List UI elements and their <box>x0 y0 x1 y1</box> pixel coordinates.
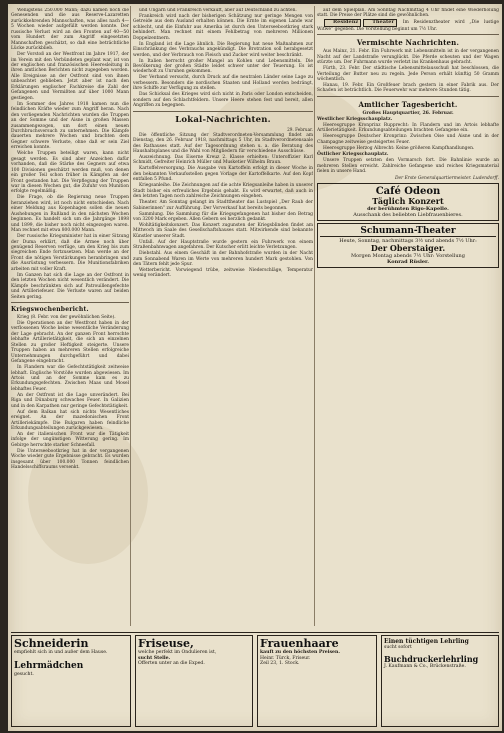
article-paragraph: Der russische Kriegsminister hat in einer Sitzung der Duma erklärt, daß die Armee noch über genügend Reserven verfüge, um den Krieg bis zum siegreichen Ende fortzusetzen. Man werde an der Front die nötigen Verstärkungen heranbringen und die Ausrüstung verbessern. Die Munitionsfabriken arbeiten mit voller Kraft. <box>11 234 129 272</box>
column-1 <box>11 8 129 630</box>
section-heading-kriegswochenbericht: Kriegswochenbericht. <box>11 306 89 314</box>
section-heading-lokal-nachrichten: Lokal-Nachrichten. <box>175 114 271 125</box>
ad-title: Einen tüchtigen Lehrling <box>384 638 469 645</box>
ad-text: J. Kaufmann & Co., Brückenstraße. <box>384 663 466 669</box>
article-paragraph: In Italien herrscht großer Mangel an Kohlen und Lebensmitteln. Die Bevölkerung der großen Städte leidet schwer unter der Teuerung. Es ist wiederholt zu Unruhen gekommen. <box>133 58 313 75</box>
article-paragraph: Theater. Am Sonntag gelangt im Stadttheater das Lustspiel „Der Raub der Sabinerinnen“ zur Aufführung. Der Vorverkauf hat bereits begonnen. <box>133 200 313 211</box>
ad-text: empfiehlt sich in und außer dem Hause. <box>14 650 108 655</box>
classified-ads-row <box>11 632 499 729</box>
ad-title: Schneiderin <box>14 637 89 650</box>
schumann-ad-line: Morgen Montag abends 7½ Uhr: Vorstellung <box>351 252 465 259</box>
ad-text: Zeil 23, 1. Stock. <box>260 661 300 667</box>
article-paragraph: Auf dem Balkan hat sich nichts Wesentliches ereignet. An der mazedonischen Front Artilleriekämpfe. Die Bulgaren haben feindliche Erkundungsabteilungen zurückgewiesen. <box>11 409 129 432</box>
article-paragraph: Der Verband versucht, durch Druck auf die neutralen Länder seine Lage zu verbessern. Besonders die nordischen Staaten und Holland werden bedrängt, ihre Schiffe zur Verfügung zu stellen. <box>133 75 313 92</box>
inline-ad-label: Theater <box>363 19 397 26</box>
article-paragraph: und Ungarn und Frankreich verkauft, aber auf Deutschland zu achten. <box>139 8 297 13</box>
subhead-west: Westlicher Kriegsschauplatz. <box>317 116 393 122</box>
article-paragraph: Wenigstens 250.000 Mann; dazu kamen noch die Genesenden und die aus Reserve-Lazaretten zurückkehrenden Mannschaften, was alles nach 4—5 Wochen wieder aufgefüllt werden konnte. Der russische Verlust wird an den Fronten auf 40—50 vom Hundert der zum Angriff eingesetzten Mannschaften geschätzt, so daß eine beträchtliche Lücke zurückblieb. <box>11 8 129 52</box>
article-paragraph: Heeresgruppe Kronprinz Rupprecht: In Flandern und im Artois lebhafte Artillerietätigkeit. Erkundungsabteilungen brachten Gefangene ein. <box>317 122 499 134</box>
article-paragraph: Fürth, 23. Febr. Der städtische Lebensmittelausschuß hat beschlossen, die Verteilung der Butter neu zu regeln. Jede Person erhält künftig 50 Gramm wöchentlich. <box>317 66 499 83</box>
article-paragraph: Kartoffelversorgung. Die Ausgabe von Kartoffeln erfolgt in dieser Woche in den bekannten Verkaufsstellen gegen Vorlage der Kartoffelkarte. Auf den Kopf entfallen 5 Pfund. <box>133 166 313 183</box>
ad-text: sucht Stelle. <box>138 655 171 661</box>
article-paragraph: Diebstahl. Aus einem Geschäft in der Bahnhofstraße wurden in der Nacht zum Sonnabend Waren im Werte von mehreren hundert Mark gestohlen. Von den Tätern fehlt jede Spur. <box>133 251 313 268</box>
article-paragraph: Aus Mainz, 21. Febr. Ein Fuhrwerk mit Lebensmitteln ist in der vergangenen Nacht auf der Landstraße verunglückt. Die Pferde scheuten und der Wagen stürzte um. Der Fuhrmann wurde verletzt ins Krankenhaus gebracht. <box>317 49 499 66</box>
schumann-ad-line: Der Oberstaiger. <box>370 242 446 253</box>
article-paragraph: Das Schicksal des Krieges wird sich nicht in Paris oder London entscheiden, sondern auf den Schlachtfeldern. Unsere Heere stehen fest und bereit, allen Angriffen zu begegnen. <box>133 92 313 109</box>
article-paragraph: Die Operationen an der Westfront haben in der verflossenen Woche keine wesentliche Veränderung der Lage gebracht. An der ganzen Front herrschte lebhafte Artillerietätigkeit, die sich an einzelnen Stellen zu großer Heftigkeit steigerte. Unsere Truppen haben an mehreren Stellen erfolgreiche Unternehmungen durchgeführt und dabei Gefangene eingebracht. <box>11 320 129 365</box>
section-divider <box>317 34 499 35</box>
section-heading-amtlicher-tagesbericht: Amtlicher Tagesbericht. <box>358 99 458 109</box>
schumann-theater-ad <box>317 223 499 268</box>
article-paragraph: Hanau, 19. Febr. Ein Großfeuer brach gestern in einer Fabrik aus. Der Schaden ist beträchtlich. Die Feuerwehr war mehrere Stunden tätig. <box>317 83 499 94</box>
ad-title: Friseuse, <box>138 637 194 650</box>
article-paragraph: Die Unterseebootkrieg hat in der vergangenen Woche wieder gute Ergebnisse gebracht. Es wurden insgesamt über 100.000 Tonnen feindlichen Handelsschiffsraums versenkt. <box>11 448 129 471</box>
section-divider <box>133 111 313 112</box>
article-paragraph: Die Frage, ob die Regierung neue Truppen heranziehen wird, ist noch nicht entschieden. Nach einer Meldung aus Kopenhagen sollen die neuen Aushebungen in Rußland in den nächsten Wochen beginnen. Es handelt sich um die Jahrgänge 1898 und 1899, die bisher noch nicht eingezogen waren. Man rechnet mit etwa 800.000 Mann. <box>11 195 129 234</box>
article-paragraph: Der Vorstoß an der Westfront im Jahre 1917, der im Verein mit den Verbündeten geplant war, ist von der englischen und französischen Heeresleitung in ihren amtlichen Berichten nicht zugegeben worden. Alle Ereignisse an der Ostfront sind von ihnen unbeachtet geblieben. Jetzt aber ist nach den Erklärungen englischer Fachkreise die Zahl der Gefangenen und Vermißten auf über 1000 Mann gestiegen. <box>11 52 129 101</box>
column-2 <box>133 8 313 630</box>
cafe-odeon-ad <box>317 183 499 221</box>
article-paragraph: Unfall. Auf der Hauptstraße wurde gestern ein Fuhrwerk von einem Straßenbahnwagen angefahren. Der Kutscher erlitt leichte Verletzungen. <box>133 239 313 251</box>
ad-friseuse <box>135 635 253 727</box>
column-rule <box>314 6 315 626</box>
ad-title: Frauenhaare <box>260 637 339 650</box>
report-subheading: Großes Hauptquartier, 26. Februar. <box>362 110 454 116</box>
cafe-ad-title: Café Odeon <box>375 185 441 197</box>
ad-text: gesucht. <box>14 671 34 677</box>
article-text: Im Residenztheater wird „Die lustige Witwe“ gegeben. Die Vorstellung beginnt um 7½ Uhr. <box>317 20 499 32</box>
article-paragraph: An der Ostfront ist die Lage unverändert. Bei Riga und Dünaburg schwaches Feuer. In Galizien und in den Karpathen nur geringe Gefechtstätigkeit. <box>11 392 129 409</box>
ad-title: Lehrmädchen <box>14 660 84 671</box>
article-paragraph: An der italienischen Front war die Tätigkeit infolge der ungünstigen Witterung gering. Im Gebirge herrschte starker Schneefall. <box>11 432 129 448</box>
article-paragraph: auf dem Spielplan. Am Sonntag Nachmittag 4 Uhr findet eine Wiederholung statt. Die Preise der Plätze sind die gewöhnlichen. <box>317 8 499 19</box>
ad-text: kauft zu den höchsten Preisen. <box>260 650 340 655</box>
article-paragraph: Krieg (8. Febr. von der gewöhnlichen Seite). <box>17 315 116 321</box>
report-signature: Der Erste Generalquartiermeister. Ludendorff. <box>394 175 499 181</box>
article-paragraph: Sammlung. Die Sammlung für die Kriegsgefangenen hat bisher den Betrag von 3200 Mark ergeben. Allen Gebern sei herzlich gedankt. <box>133 211 313 222</box>
ad-text: Offerten unter an die Exped. <box>138 661 205 667</box>
newspaper-page <box>8 4 502 731</box>
schumann-ad-title: Schumann-Theater <box>320 226 496 237</box>
ad-text: sucht sofort <box>384 645 412 650</box>
section-divider <box>317 96 499 97</box>
ad-text: Heinr. Türck, Friseur. <box>260 655 311 661</box>
article-paragraph: Welche Truppen beteiligt waren, kann nicht gesagt werden. Es sind aber Anzeichen dafür vorhanden, daß die Stärke des Gegners auf etwa 100 Divisionen geschätzt werden muß, von denen ein großer Teil schon früher in Kämpfen an der Front gestanden hat. Die Verpflegung der Truppen war in diesen Wochen gut, die Zufuhr von Munition erfolgte regelmäßig. <box>11 151 129 195</box>
article-paragraph: Wetterbericht. Vorwiegend trübe, zeitweise Niederschläge, Temperatur wenig verändert. <box>133 268 313 279</box>
inline-ad-label: Residenz <box>324 19 361 26</box>
article-paragraph: Wohltätigkeitskonzert. Das Konzert zugunsten der Kriegsblinden findet am Mittwoch im Saale des Gesellschaftshauses statt. Mitwirkende sind bekannte Künstler unserer Stadt. <box>133 222 313 239</box>
article-paragraph: In England ist die Lage ähnlich. Die Regierung hat neue Maßnahmen zur Einschränkung des Verbrauchs angekündigt. Die Brotration soll herabgesetzt werden, und der Verbrauch von Fleisch und Zucker wird weiter beschränkt. <box>133 41 313 58</box>
article-paragraph <box>317 19 499 32</box>
article-paragraph: Im Ganzen hat sich die Lage an der Ostfront in den letzten Wochen nicht wesentlich verändert. Die Kämpfe beschränkten sich auf Patrouillengefechte und Artilleriefeuer. Die Verluste waren auf beiden Seiten gering. <box>11 272 129 300</box>
article-paragraph: Heeresgruppe Herzog Albrecht: Keine größeren Kampfhandlungen. <box>323 145 475 151</box>
ad-frauenhaare <box>257 635 377 727</box>
article-paragraph: Kriegsanleihe. Die Zeichnungen auf die achte Kriegsanleihe haben in unserer Stadt bisher ein erfreuliches Ergebnis gehabt. Es wird erwartet, daß auch in den letzten Tagen noch zahlreiche Zeichnungen eingehen. <box>133 183 313 200</box>
schumann-ad-line: Konrad Rüsler. <box>387 258 429 265</box>
article-paragraph: In Flandern war die Gefechtstätigkeit zeitweise lebhaft. Englische Vorstöße wurden abgewiesen. Im Artois und an der Somme kam es zu Erkundungsgefechten. Zwischen Maas und Mosel lebhaftes Feuer. <box>11 365 129 392</box>
section-divider <box>11 302 129 303</box>
ad-lehrling <box>381 635 499 727</box>
article-paragraph: Auszeichnung. Das Eiserne Kreuz 2. Klasse erhielten: Unteroffizier Karl Schmidt, Gefreiter Heinrich Müller und Musketier Wilhelm Braun. <box>133 154 313 166</box>
ad-text: welche perfekt im Ondulieren ist, <box>138 650 217 655</box>
ad-title: Buchdruckerlehrling <box>384 653 479 664</box>
ad-schneiderin <box>11 635 131 727</box>
schumann-ad-line: Heute, Sonntag, nachmittags 3½ und abends 7½ Uhr: <box>339 237 477 244</box>
article-paragraph: Frankreich wird nach der bisherigen Schätzung nur geringe Mengen von Getreide aus dem Ausland erhalten können. Die Ernte im eigenen Lande war schlecht, und die Einfuhr aus Amerika ist durch den Unterseebootkrieg stark behindert. Man rechnet mit einem Fehlbetrag von mehreren Millionen Doppelzentnern. <box>133 13 313 41</box>
cafe-ad-line: der berühmten Rigo-Kapelle. <box>367 205 449 212</box>
article-paragraph: Heeresgruppe Deutscher Kronprinz: Zwischen Oise und Aisne und in der Champagne zeitweise gesteigertes Feuer. <box>317 134 499 145</box>
cafe-ad-line: Täglich Konzert <box>372 195 444 206</box>
cafe-ad-line: Ausschank des beliebten Liebfrauenbieres. <box>353 211 463 218</box>
column-rule <box>130 6 131 626</box>
article-paragraph: Die öffentliche Sitzung der Stadtverordneten-Versammlung findet am Dienstag, den 26. Februar 1918, nachmittags 5 Uhr, im Stadtverordnetensaale des Rathauses statt. Auf der Tagesordnung stehen u. a. die Beratung des Haushaltsplanes und die Wahl von Mitgliedern für verschiedene Ausschüsse. <box>133 132 313 155</box>
column-3 <box>317 8 499 630</box>
article-paragraph: Im Sommer des Jahres 1918 kamen nun die feindlichen Kräfte wieder zum Angriff heran. Nach den vorliegenden Nachrichten wurden die Truppen an der Somme und der Aisne in großen Massen zusammengezogen, um dort einen neuen Durchbruchsversuch zu unternehmen. Die Kämpfe dauerten mehrere Wochen und brachten dem Gegner schwere Verluste, ohne daß er sein Ziel erreichen konnte. <box>11 101 129 151</box>
article-paragraph: Unsere Truppen setzten den Vormarsch fort. Die Bahnlinie wurde an mehreren Stellen erreicht. Zahlreiche Gefangene und reiches Kriegsmaterial fielen in unsere Hand. <box>317 158 499 175</box>
section-heading-vermischte-nachrichten: Vermischte Nachrichten. <box>356 38 460 48</box>
subhead-ost: Östlicher Kriegsschauplatz. <box>317 152 389 158</box>
dateline: 29. Februar. <box>287 126 313 132</box>
